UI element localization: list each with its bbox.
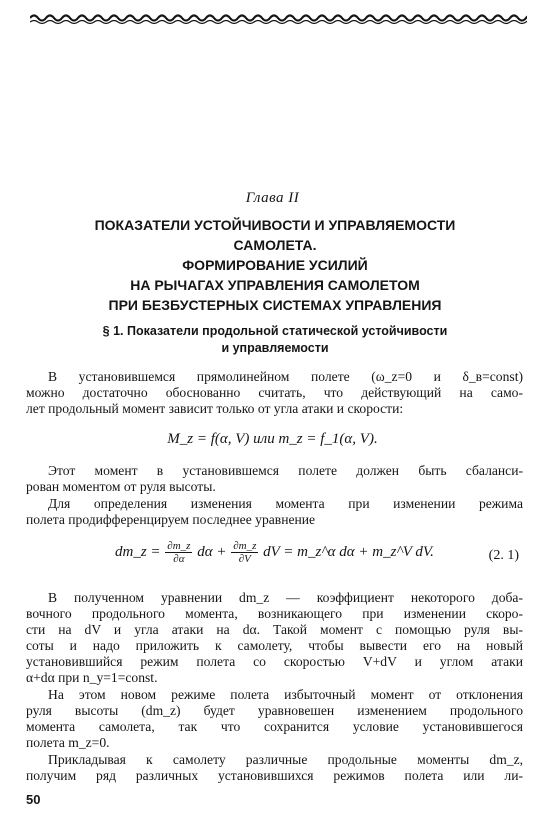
title-line: НА РЫЧАГАХ УПРАВЛЕНИЯ САМОЛЕТОМ xyxy=(130,277,420,293)
section-heading xyxy=(40,323,510,357)
page-number: 50 xyxy=(26,792,41,807)
text-line: получим ряд различных установившихся режимов полета или ли- xyxy=(26,768,523,783)
fraction-denominator: ∂α xyxy=(173,553,185,565)
text-line: Прикладывая к самолету различные продольные моменты dm_z, xyxy=(48,752,523,767)
text-line: На этом новом режиме полета избыточный момент от отклонения xyxy=(48,687,523,702)
fraction-numerator: ∂m_z xyxy=(167,540,191,552)
chapter-title xyxy=(30,215,520,315)
text-line: Для определения изменения момента при изменении режима xyxy=(48,496,523,511)
fraction-numerator: ∂m_z xyxy=(233,540,257,552)
title-line: САМОЛЕТА. xyxy=(233,237,317,253)
text-line: лет продольный момент зависит только от угла атаки и скорости: xyxy=(26,401,404,416)
partial-fraction xyxy=(231,540,258,565)
chapter-heading: Глава II xyxy=(245,190,300,206)
equation-moment-function: M_z = f(α, V) или m_z = f_1(α, V). xyxy=(167,431,378,447)
fraction-denominator: ∂V xyxy=(238,553,251,565)
paragraph-1 xyxy=(26,369,523,417)
eq-right: dV = m_z^α dα + m_z^V dV. xyxy=(263,543,434,560)
title-line: ПОКАЗАТЕЛИ УСТОЙЧИВОСТИ И УПРАВЛЯЕМОСТИ xyxy=(94,217,456,233)
text-line: момента самолета, так что сохранится условие установившегося xyxy=(26,719,523,734)
text-line: рован моментом от руля высоты. xyxy=(26,479,216,494)
section-line: § 1. Показатели продольной статической устойчивости xyxy=(102,324,448,338)
equation-2-1 xyxy=(115,540,434,565)
text-line: полета m_z=0. xyxy=(26,735,110,750)
title-line: ФОРМИРОВАНИЕ УСИЛИЙ xyxy=(182,257,368,273)
text-line: Этот момент в установившемся полете должен быть сбаланси- xyxy=(48,463,523,478)
partial-fraction xyxy=(165,540,192,565)
section-line: и управляемости xyxy=(221,341,329,355)
text-line: вочного продольного момента, возникающего при изменении скоро- xyxy=(26,606,523,621)
text-line: α+dα при n_y=1=const. xyxy=(26,670,158,685)
text-line: можно достаточно обоснованно считать, что действующий на само- xyxy=(26,385,523,400)
paragraph-4 xyxy=(26,590,523,686)
eq-left: dm_z = xyxy=(115,543,161,560)
text-line: В полученном уравнении dm_z — коэффициент некоторого доба- xyxy=(48,590,523,605)
paragraph-2 xyxy=(26,463,523,495)
paragraph-5 xyxy=(26,687,523,751)
text-line: сти на dV и угла атаки на dα. Такой момент с помощью руля вы- xyxy=(26,622,523,637)
text-line: полета продифференцируем последнее уравнение xyxy=(26,512,316,527)
header-wavy-rule xyxy=(30,12,527,26)
text-line: В установившемся прямолинейном полете (ω_z=0 и δ_в=const) xyxy=(48,369,523,384)
paragraph-3 xyxy=(26,496,523,528)
equation-number: (2. 1) xyxy=(488,548,519,563)
eq-middle: dα + xyxy=(197,543,227,560)
text-line: установившийся режим полета со скоростью V+dV и углом атаки xyxy=(26,654,523,669)
title-line: ПРИ БЕЗБУСТЕРНЫХ СИСТЕМАХ УПРАВЛЕНИЯ xyxy=(108,297,442,313)
text-line: руля высоты (dm_z) будет уравновешен изменением продольного xyxy=(26,703,523,718)
text-line: соты и надо приложить к самолету, чтобы вывести его на новый xyxy=(26,638,523,653)
paragraph-6 xyxy=(26,752,523,784)
